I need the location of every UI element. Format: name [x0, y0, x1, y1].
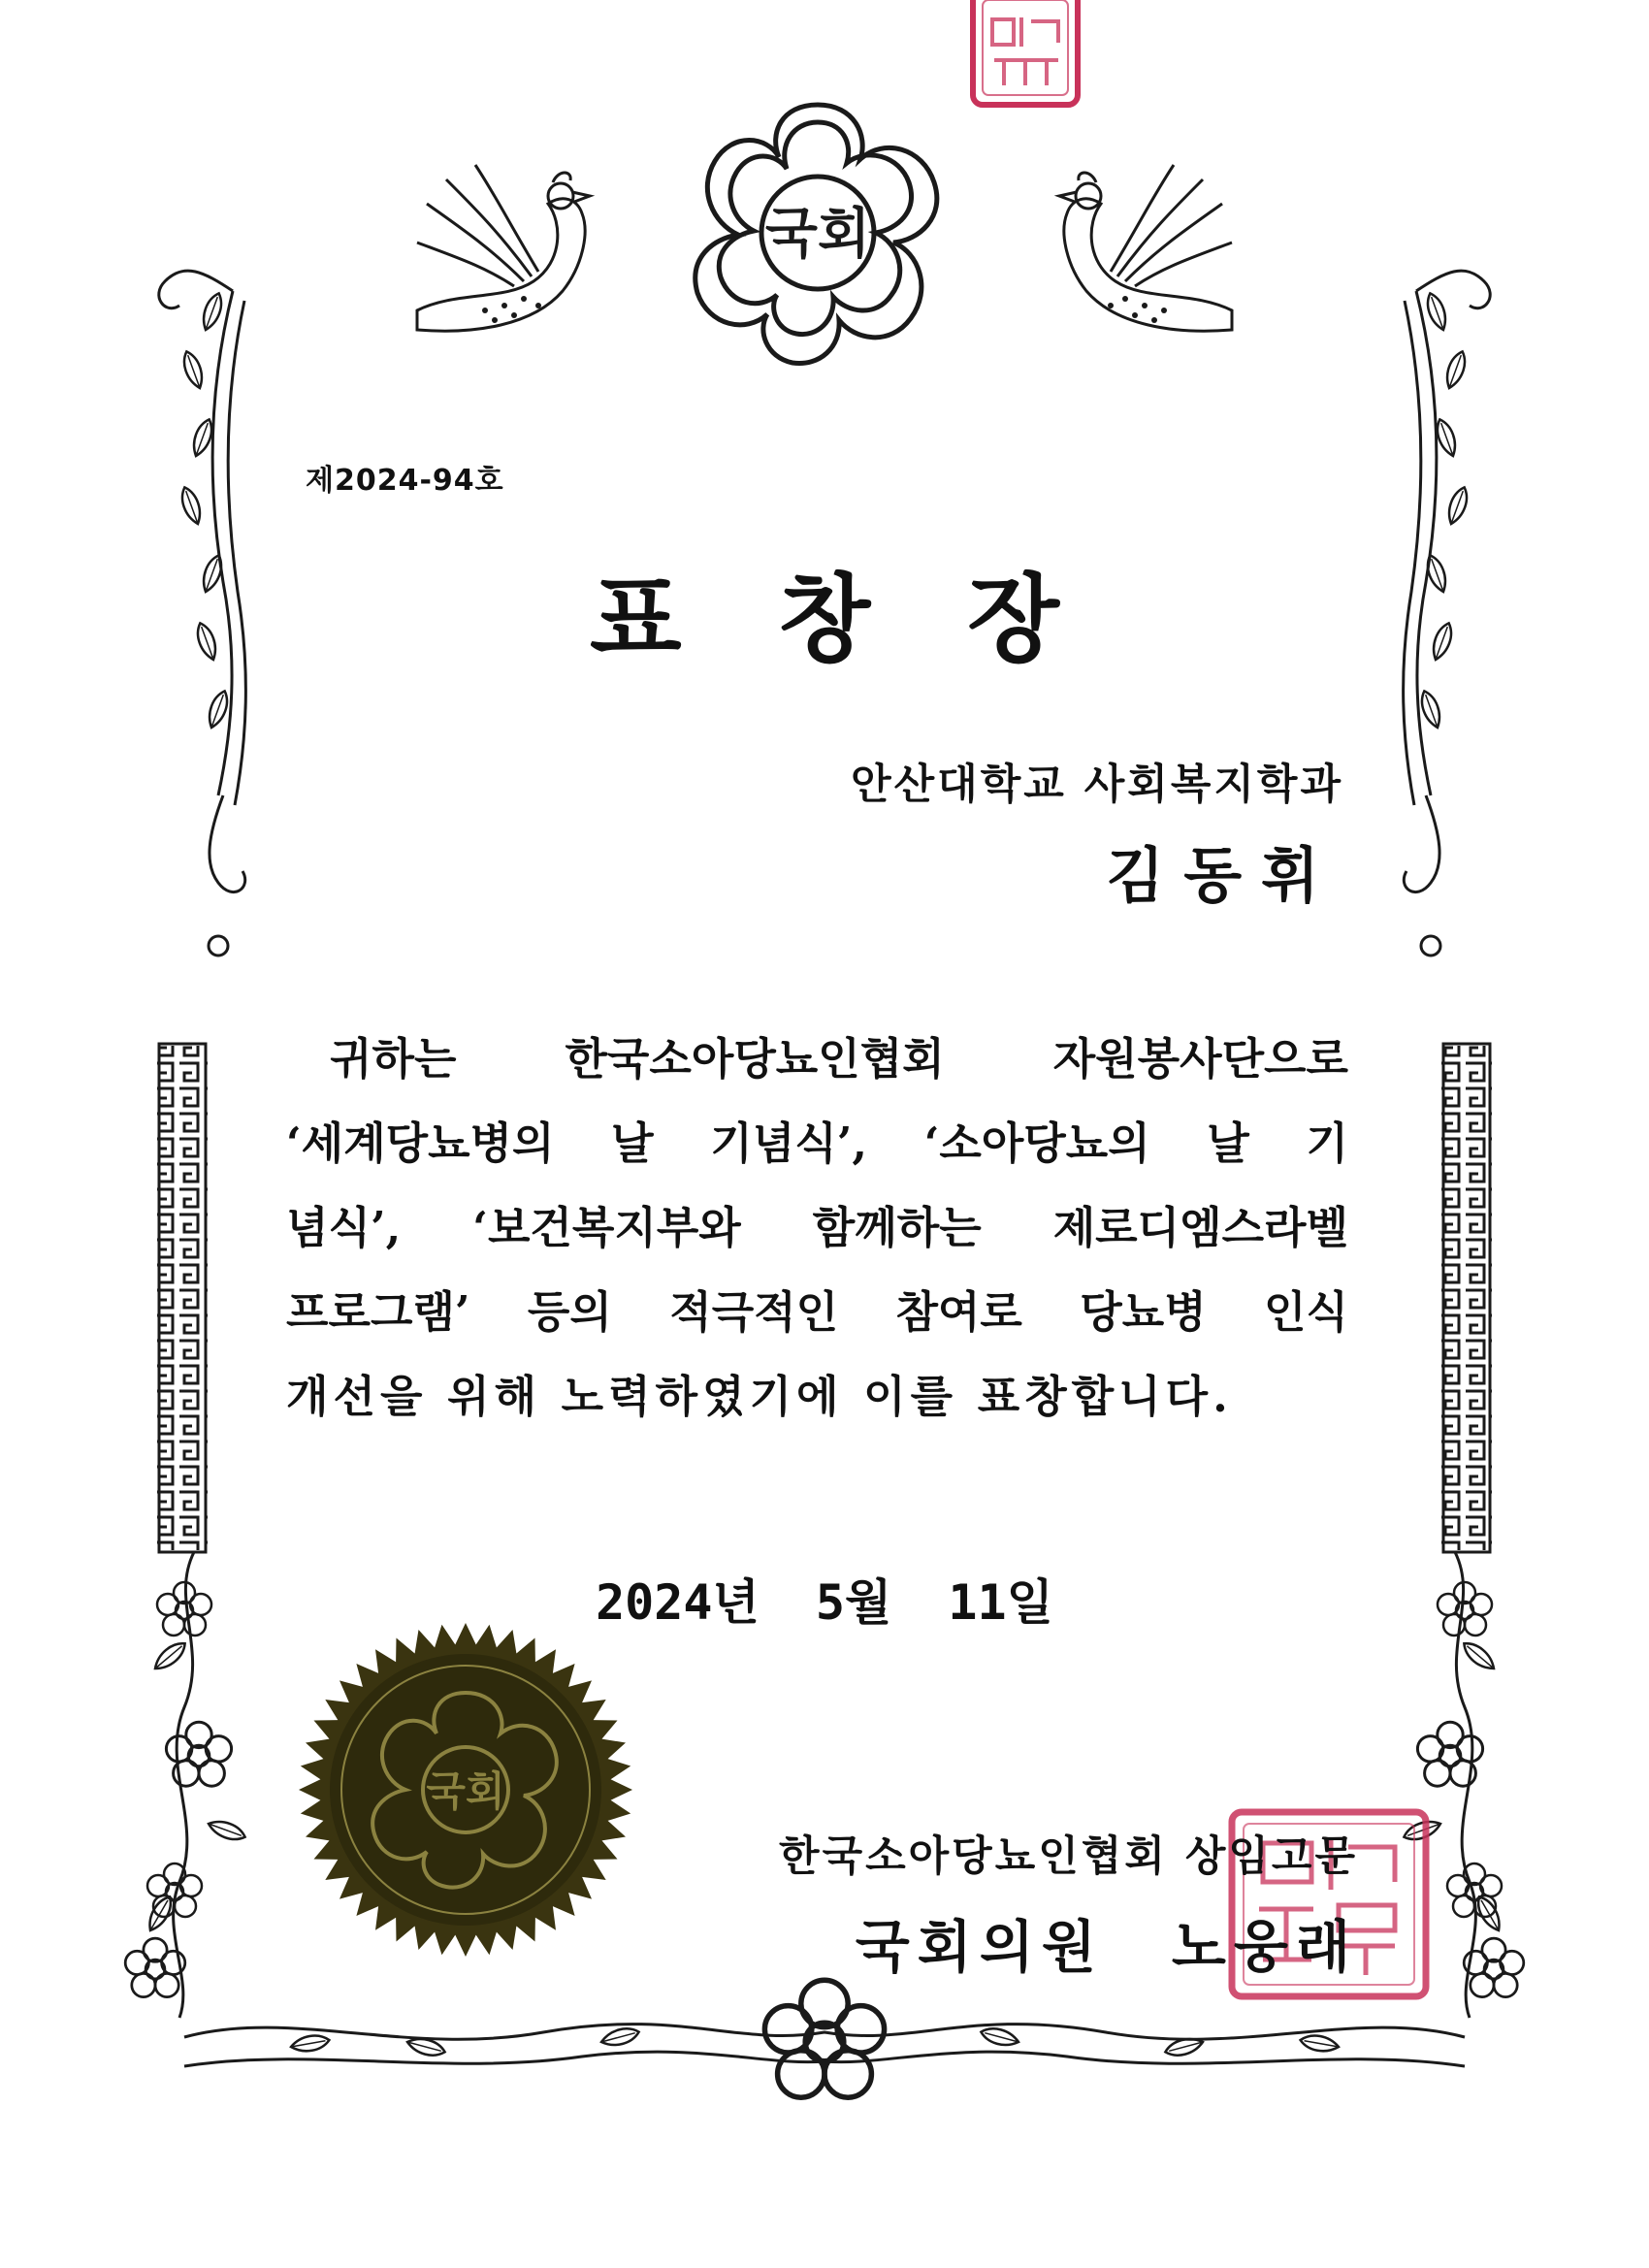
issuer-signature-line	[856, 1901, 1358, 1983]
certificate-title: 표창장	[589, 564, 1156, 675]
issuer-name: 노웅래	[1171, 1914, 1358, 1980]
gold-foil-seal-icon	[291, 1615, 640, 1964]
citation-body	[286, 1017, 1348, 1439]
gold-seal-label: 국회	[426, 1767, 505, 1815]
citation-line-1: 귀하는 한국소아당뇨인협회 자원봉사단으로	[330, 1033, 1348, 1085]
citation-line-2: ‘세계당뇨병의 날 기념식’, ‘소아당뇨의 날 기	[286, 1118, 1348, 1169]
recipient-name: 김동휘	[1106, 840, 1339, 911]
document-number: 제2024-94호	[306, 464, 504, 498]
issuer-title: 한국소아당뇨인협회 상임고문	[779, 1832, 1358, 1881]
national-assembly-emblem-icon	[667, 92, 968, 373]
citation-line-3: 념식’, ‘보건복지부와 함께하는 제로디엠스라벨	[286, 1202, 1348, 1253]
citation-line-4: 프로그램’ 등의 적극적인 참여로 당뇨병 인식	[286, 1286, 1348, 1338]
top-red-stamp	[965, 0, 1086, 116]
issuer-role: 국회의원	[855, 1914, 1104, 1980]
recipient-affiliation: 안산대학교 사회복지학과	[851, 761, 1343, 809]
award-date: 2024년 5월 11일	[596, 1574, 1053, 1631]
emblem-label: 국회	[764, 203, 871, 266]
citation-line-5: 개선을 위해 노력하였기에 이를 표창합니다.	[286, 1371, 1233, 1422]
